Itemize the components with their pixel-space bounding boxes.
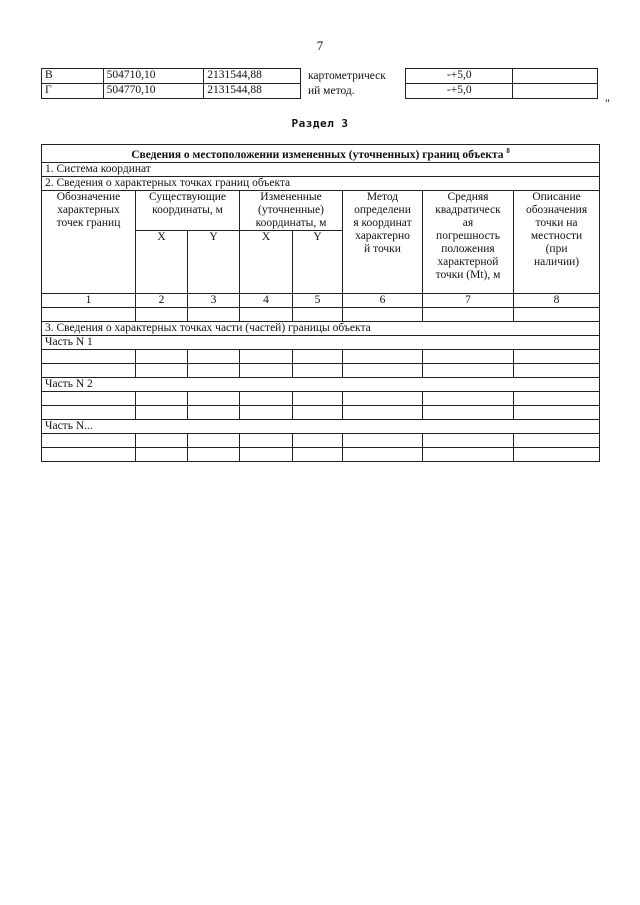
point-label: В	[42, 69, 104, 84]
header-line: я координат	[353, 217, 412, 229]
header-line: Средняя	[447, 191, 489, 203]
header-line: наличии)	[533, 256, 580, 268]
column-number-row	[42, 294, 600, 308]
boundary-points-table	[41, 144, 600, 462]
x-value: 504770,10	[103, 84, 204, 99]
table-row	[42, 177, 600, 191]
table-row	[42, 350, 600, 364]
header-line: точек границ	[56, 217, 121, 229]
header-line: определени	[354, 204, 411, 216]
part-1-label: Часть N 1	[42, 336, 600, 350]
header-line: погрешность	[436, 230, 500, 242]
column-number: 3	[188, 294, 240, 308]
header-line: положения	[441, 243, 495, 255]
empty-cell	[513, 84, 598, 99]
column-number: 2	[136, 294, 188, 308]
table-row	[42, 69, 301, 84]
table-row	[42, 308, 600, 322]
col-method	[343, 191, 423, 294]
table-row	[42, 163, 600, 177]
header-line: Метод	[366, 191, 399, 203]
accuracy-value: -+5,0	[406, 84, 513, 99]
sub-x-changed: X	[240, 231, 293, 294]
header-row	[42, 191, 600, 231]
characteristic-points-label: 2. Сведения о характерных точках границ объекта	[42, 177, 600, 191]
table-row	[42, 434, 600, 448]
header-line: (уточненные)	[258, 204, 324, 216]
column-number: 4	[240, 294, 293, 308]
section-heading: Раздел 3	[291, 117, 349, 130]
column-number: 1	[42, 294, 136, 308]
header-line: й точки	[364, 243, 401, 255]
header-line: обозначения	[525, 204, 588, 216]
y-value: 2131544,88	[204, 69, 301, 84]
header-line: Измененные	[260, 191, 322, 203]
table-row	[42, 420, 600, 434]
point-label: Г	[42, 84, 104, 99]
accuracy-value: -+5,0	[406, 69, 513, 84]
col-description	[514, 191, 600, 294]
sub-x-existing: X	[136, 231, 188, 294]
method-line: картометрическ	[308, 70, 386, 82]
page-number: 7	[316, 38, 324, 53]
coordinate-system-label: 1. Система координат	[42, 163, 600, 177]
x-value: 504710,10	[103, 69, 204, 84]
method-text	[308, 69, 386, 99]
table-title-text: Сведения о местоположении измененных (уточненных) границ объекта	[131, 148, 504, 161]
top-coordinates-table	[41, 68, 301, 99]
column-number: 8	[514, 294, 600, 308]
table-row	[42, 336, 600, 350]
table-row	[42, 84, 301, 99]
table-row	[42, 448, 600, 462]
parts-label: 3. Сведения о характерных точках части (частей) границы объекта	[42, 322, 600, 336]
col-changed-coordinates	[240, 191, 343, 231]
header-line: характерно	[355, 230, 410, 242]
header-line: (при	[545, 243, 568, 255]
y-value: 2131544,88	[204, 84, 301, 99]
part-n-label: Часть N...	[42, 420, 600, 434]
header-line: координаты, м	[255, 217, 327, 229]
header-line: точки на	[535, 217, 578, 229]
header-line: местности	[530, 230, 583, 242]
header-line: координаты, м	[152, 204, 223, 216]
empty-cell	[513, 69, 598, 84]
closing-quote: "	[605, 96, 610, 110]
table-title-row	[42, 145, 600, 163]
top-accuracy-table	[405, 68, 598, 99]
table-title	[42, 145, 600, 163]
col-existing-coordinates	[136, 191, 240, 231]
table-row	[42, 322, 600, 336]
table-row	[406, 69, 598, 84]
method-line: ий метод.	[308, 85, 355, 97]
header-line: Существующие	[148, 191, 226, 203]
table-row	[42, 406, 600, 420]
header-line: характерных	[57, 204, 120, 216]
table-row	[42, 364, 600, 378]
table-row	[42, 392, 600, 406]
table-row	[406, 84, 598, 99]
part-2-label: Часть N 2	[42, 378, 600, 392]
sub-y-existing: Y	[188, 231, 240, 294]
header-line: Описание	[532, 191, 581, 203]
header-line: Обозначение	[56, 191, 121, 203]
header-line: ая	[462, 217, 474, 229]
footnote-mark: 8	[506, 147, 510, 155]
table-row	[42, 378, 600, 392]
col-point-designation	[42, 191, 136, 294]
column-number: 6	[343, 294, 423, 308]
column-number: 7	[423, 294, 514, 308]
column-number: 5	[293, 294, 343, 308]
header-line: квадратическ	[435, 204, 501, 216]
header-line: характерной	[437, 256, 499, 268]
col-accuracy	[423, 191, 514, 294]
sub-y-changed: Y	[293, 231, 343, 294]
header-line: точки (Mt), м	[435, 269, 501, 281]
